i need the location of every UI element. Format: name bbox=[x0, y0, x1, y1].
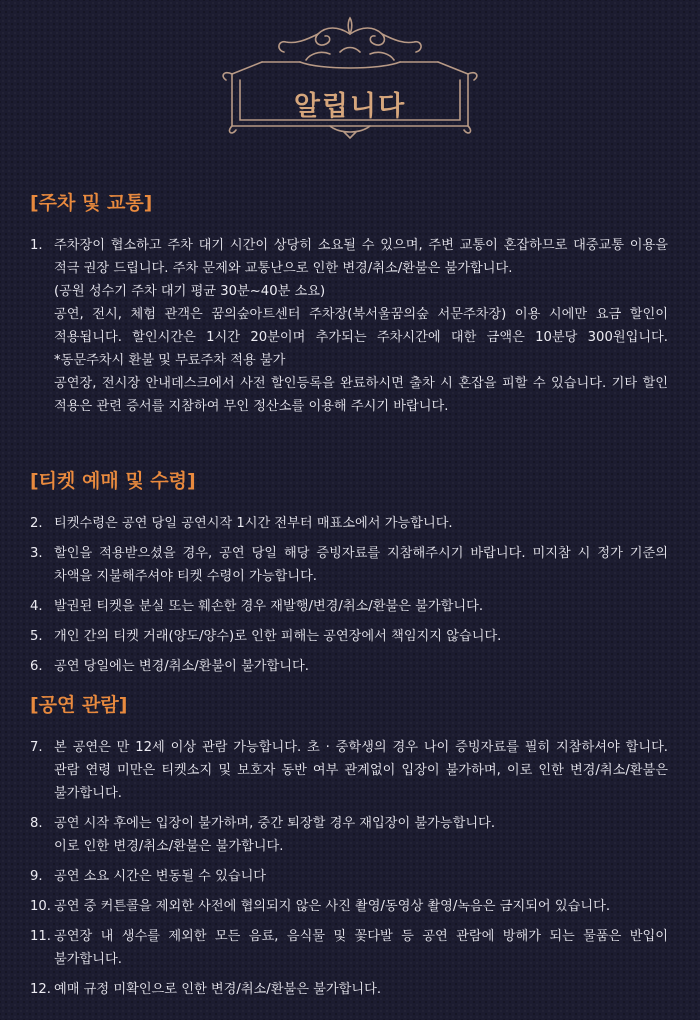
item-number: 2. bbox=[30, 516, 43, 531]
item-line: 공연, 전시, 체험 관객은 꿈의숲아트센터 주차장(북서울꿈의숲 서문주차장) 이용 시에만 요금 할인이 bbox=[54, 307, 668, 322]
item-line: 공연 소요 시간은 변동될 수 있습니다 bbox=[54, 869, 267, 884]
section-title: [주차 및 교통] bbox=[30, 192, 153, 214]
list-item bbox=[0, 736, 700, 805]
list-item bbox=[0, 595, 700, 618]
item-line: 공연장 내 생수를 제외한 모든 음료, 음식물 및 꽃다발 등 공연 관람에 방해가 되는 물품은 반입이 bbox=[54, 929, 668, 944]
item-line: 적용됩니다. 할인시간은 1시간 20분이며 추가되는 주차시간에 대한 금액은 10분당 300원입니다. bbox=[54, 330, 668, 345]
list-item bbox=[0, 542, 700, 588]
item-line: 관람 연령 미만은 티켓소지 및 보호자 동반 여부 관계없이 입장이 불가하며, 이로 인한 변경/취소/환불은 bbox=[54, 763, 668, 778]
list-item bbox=[0, 512, 700, 535]
section-title: [공연 관람] bbox=[30, 694, 128, 716]
item-line: 공연 중 커튼콜을 제외한 사전에 협의되지 않은 사진 촬영/동영상 촬영/녹음은 금지되어 있습니다. bbox=[54, 899, 611, 914]
item-line: 개인 간의 티켓 거래(양도/양수)로 인한 피해는 공연장에서 책임지지 않습니다. bbox=[54, 629, 502, 644]
item-number: 4. bbox=[30, 599, 43, 614]
item-line: 발권된 티켓을 분실 또는 훼손한 경우 재발행/변경/취소/환불은 불가합니다. bbox=[54, 599, 484, 614]
item-line: *동문주차시 환불 및 무료주차 적용 불가 bbox=[54, 353, 286, 368]
list-item bbox=[0, 978, 700, 1001]
notice-header bbox=[0, 0, 700, 140]
list-item bbox=[0, 925, 700, 971]
list-item bbox=[0, 812, 700, 858]
notice-title: 알립니다 bbox=[293, 91, 407, 122]
item-line: 차액을 지불해주셔야 티켓 수령이 가능합니다. bbox=[54, 569, 318, 584]
item-number: 9. bbox=[30, 869, 43, 884]
list-item bbox=[0, 234, 700, 418]
list-item bbox=[0, 895, 700, 918]
item-line: 불가합니다. bbox=[54, 952, 122, 967]
item-line: 주차장이 협소하고 주차 대기 시간이 상당히 소요될 수 있으며, 주변 교통이 혼잡하므로 대중교통 이용을 bbox=[54, 238, 668, 253]
item-number: 7. bbox=[30, 740, 43, 755]
item-line: 이로 인한 변경/취소/환불은 불가합니다. bbox=[54, 839, 284, 854]
item-line: 적극 권장 드립니다. 주차 문제와 교통난으로 인한 변경/취소/환불은 불가합니다. bbox=[54, 261, 513, 276]
item-number: 1. bbox=[30, 238, 43, 253]
notice-list bbox=[0, 736, 700, 1008]
item-line: 공연 시작 후에는 입장이 불가하며, 중간 퇴장할 경우 재입장이 불가능합니다. bbox=[54, 816, 496, 831]
item-number: 12. bbox=[30, 982, 51, 997]
notice-list bbox=[0, 512, 700, 685]
item-line: 티켓수령은 공연 당일 공연시작 1시간 전부터 매표소에서 가능합니다. bbox=[54, 516, 453, 531]
list-item bbox=[0, 625, 700, 648]
item-line: 공연장, 전시장 안내데스크에서 사전 할인등록을 완료하시면 출차 시 혼잡을 피할 수 있습니다. 기타 할인 bbox=[54, 376, 668, 391]
item-number: 3. bbox=[30, 546, 43, 561]
item-line: 본 공연은 만 12세 이상 관람 가능합니다. 초 · 중학생의 경우 나이 증빙자료를 필히 지참하셔야 합니다. bbox=[54, 740, 668, 755]
item-number: 11. bbox=[30, 929, 51, 944]
item-line: 예매 규정 미확인으로 인한 변경/취소/환불은 불가합니다. bbox=[54, 982, 382, 997]
item-line: 할인을 적용받으셨을 경우, 공연 당일 해당 증빙자료를 지참해주시기 바랍니다. 미지참 시 정가 기준의 bbox=[54, 546, 668, 561]
item-number: 10. bbox=[30, 899, 51, 914]
list-item bbox=[0, 655, 700, 678]
item-line: (공원 성수기 주차 대기 평균 30분~40분 소요) bbox=[54, 284, 326, 299]
item-number: 6. bbox=[30, 659, 43, 674]
item-number: 8. bbox=[30, 816, 43, 831]
item-line: 적용은 관련 증서를 지참하여 무인 정산소를 이용해 주시기 바랍니다. bbox=[54, 399, 449, 414]
item-line: 불가합니다. bbox=[54, 786, 122, 801]
section-title: [티켓 예매 및 수령] bbox=[30, 470, 196, 492]
notice-list bbox=[0, 234, 700, 425]
item-number: 5. bbox=[30, 629, 43, 644]
list-item bbox=[0, 865, 700, 888]
item-line: 공연 당일에는 변경/취소/환불이 불가합니다. bbox=[54, 659, 309, 674]
